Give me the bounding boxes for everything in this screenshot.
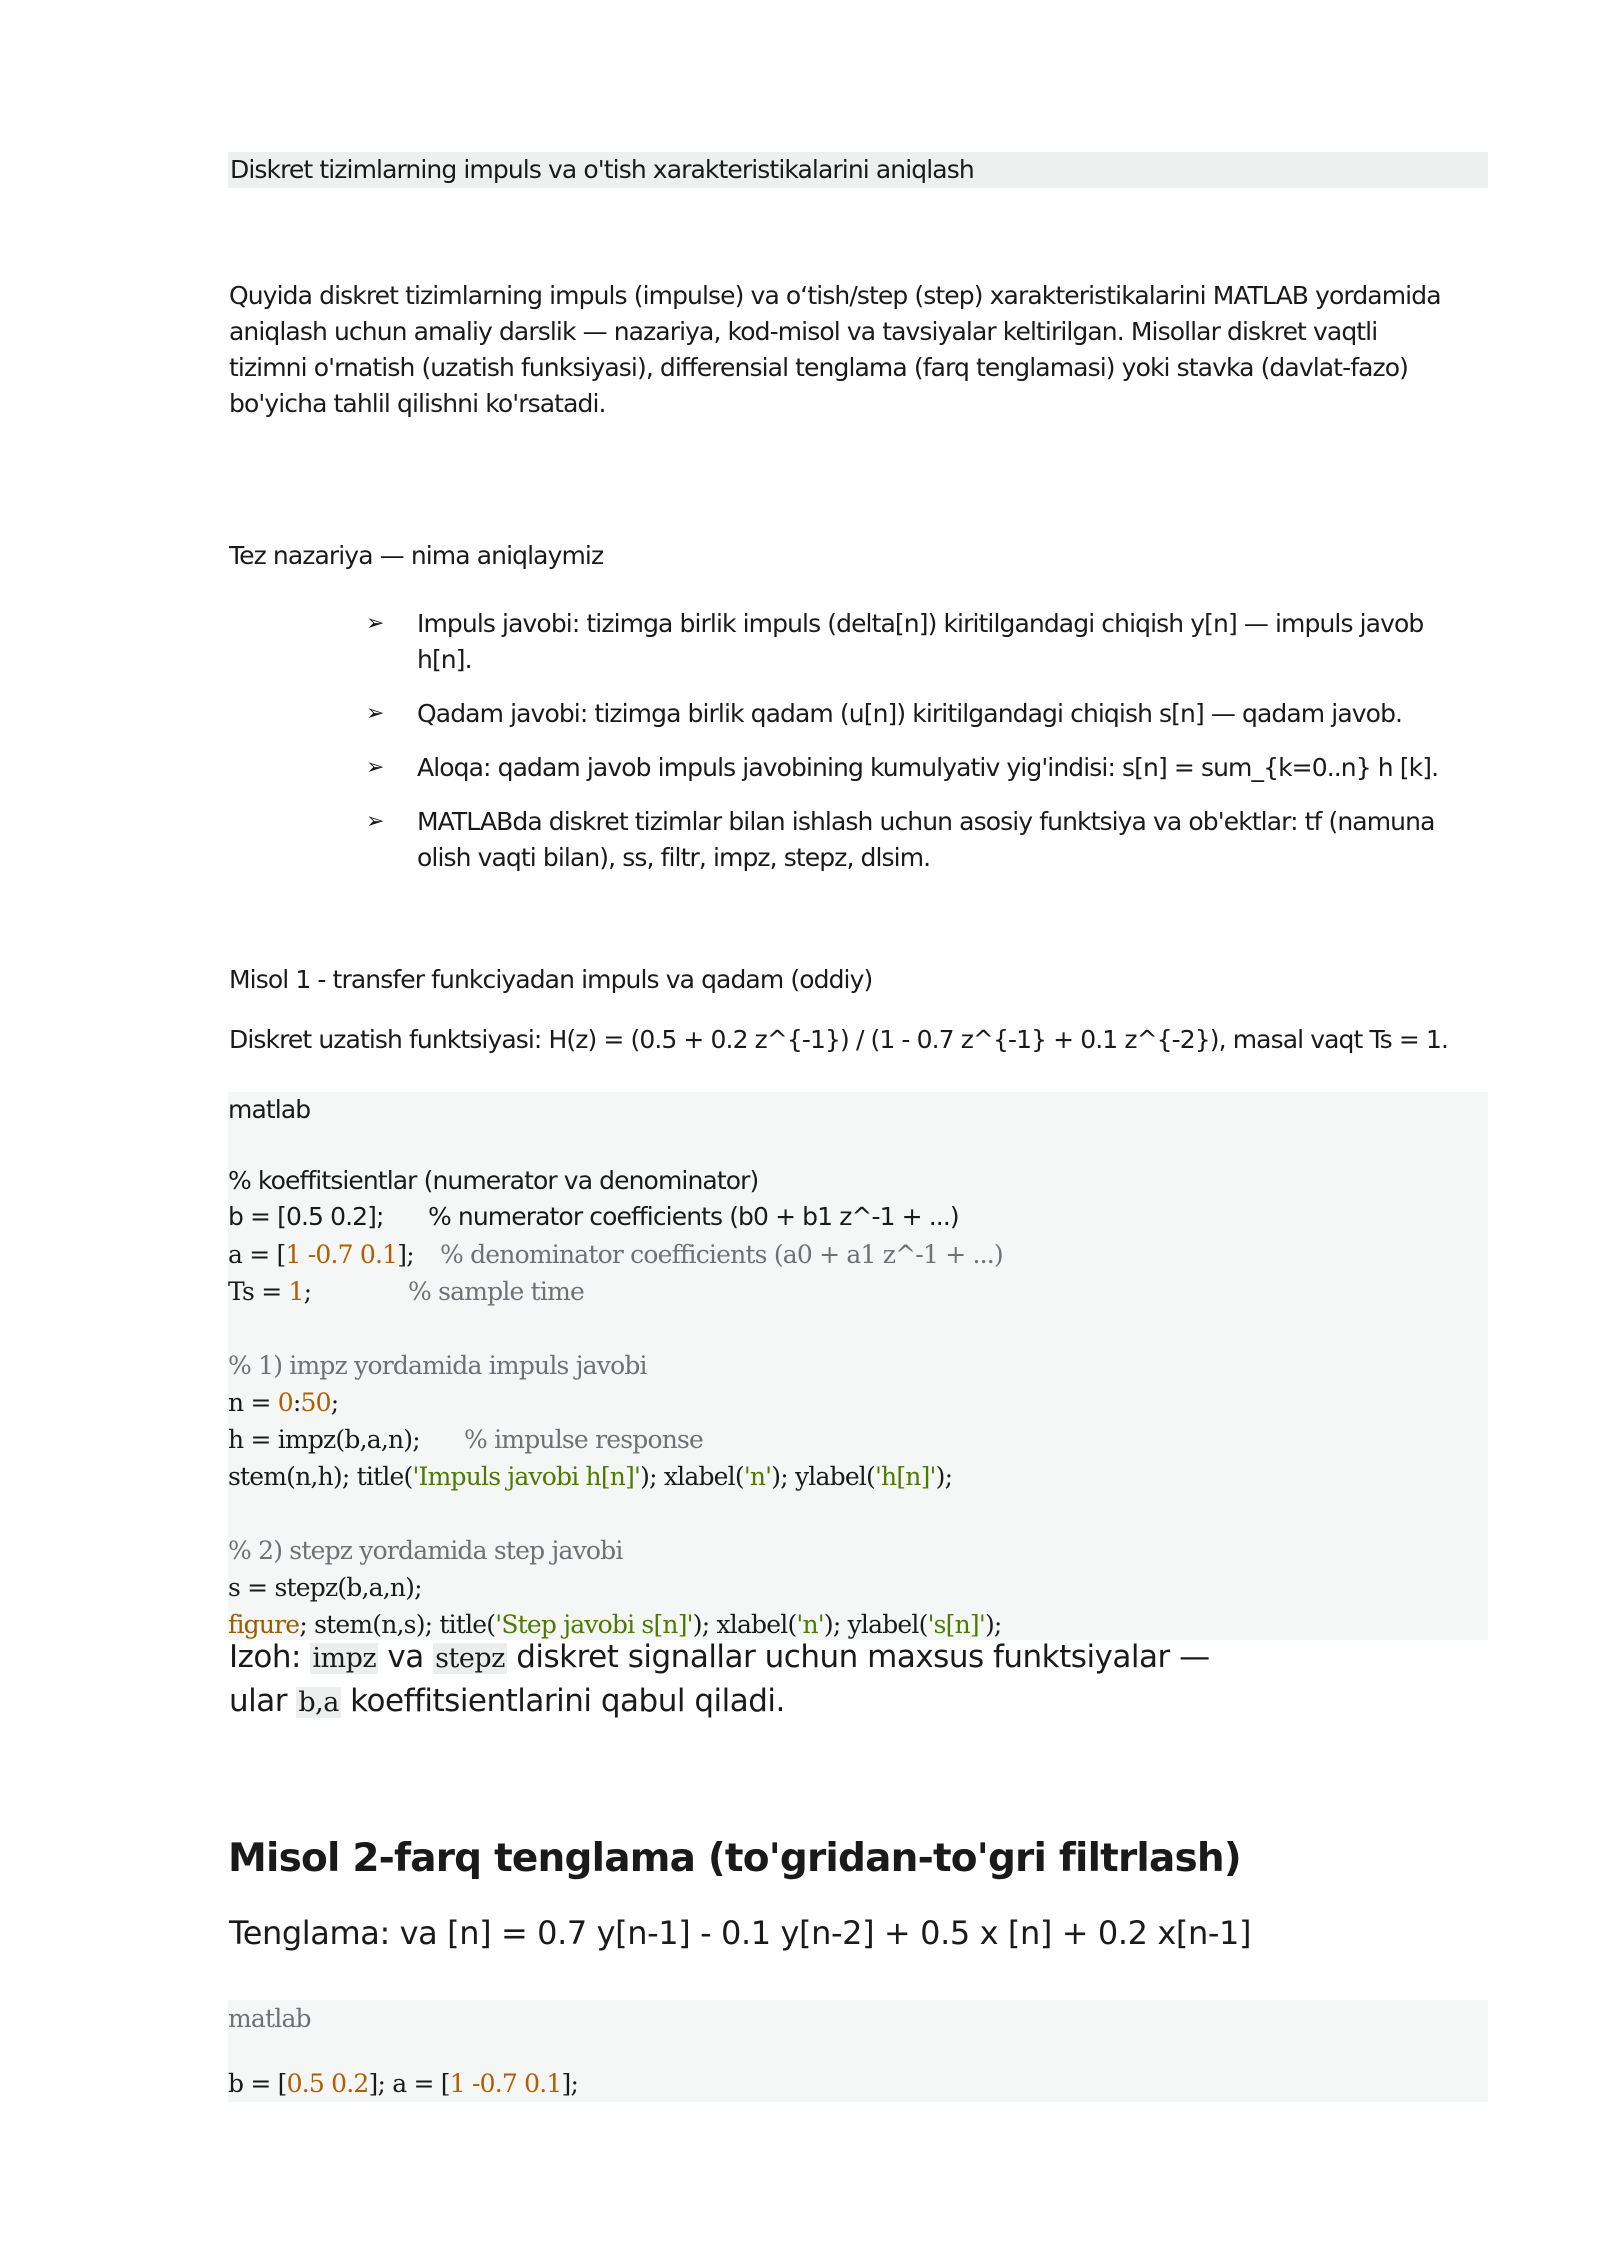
arrow-bullet-icon: ➢: [366, 809, 384, 834]
code-comment: % 1) impz yordamida impuls javobi: [228, 1351, 647, 1380]
arrow-bullet-icon: ➢: [366, 755, 384, 780]
misol2-equation: Tenglama: va [n] = 0.7 y[n-1] - 0.1 y[n-2] + 0.5 x [n] + 0.2 x[n-1]: [229, 1914, 1252, 1952]
code-comment: % sample time: [408, 1277, 585, 1306]
izoh-line: Izoh: impz va stepz diskret signallar uchun maxsus funktsiyalar —: [229, 1639, 1210, 1675]
code-line: b = [0.5 0.2];: [228, 1202, 384, 1231]
bullet-item: ➢ Impuls javobi: tizimga birlik impuls (delta[n]) kiritilgandagi chiqish y[n] — impuls javob h[n].: [228, 606, 1490, 678]
bullet-item: ➢ Aloqa: qadam javob impuls javobining kumulyativ yig'indisi: s[n] = sum_{k=0..n} h [k].: [228, 750, 1490, 786]
misol1-heading: Misol 1 - transfer funkciyadan impuls va qadam (oddiy): [229, 965, 873, 994]
code-comment: % impulse response: [464, 1425, 704, 1454]
izoh-note: [229, 1636, 1429, 1724]
intro-line: bo'yicha tahlil qilishni ko'rsatadi.: [229, 389, 606, 418]
misol1-description: Diskret uzatish funktsiyasi: H(z) = (0.5 + 0.2 z^{-1}) / (1 - 0.7 z^{-1} + 0.1 z^{-2}), masal vaqt Ts = 1.: [229, 1025, 1448, 1054]
theory-bullet-list: [228, 606, 1490, 894]
code-language-label: matlab: [228, 2004, 311, 2033]
code-line: b = [0.5 0.2]; a = [1 -0.7 0.1];: [228, 2069, 579, 2098]
intro-paragraph: [229, 278, 1489, 422]
code-block-misol2: [228, 2000, 1488, 2102]
izoh-line: ular b,a koeffitsientlarini qabul qiladi.: [229, 1683, 785, 1719]
code-block-misol1: [228, 1092, 1488, 1640]
bullet-item: ➢ MATLABda diskret tizimlar bilan ishlash uchun asosiy funktsiya va ob'ektlar: tf (namuna olish vaqti bilan), ss, filtr, impz, stepz, dlsim.: [228, 804, 1490, 876]
code-comment: % numerator coefficients (b0 + b1 z^-1 + ...): [428, 1202, 959, 1231]
theory-heading: Tez nazariya — nima aniqlaymiz: [229, 541, 604, 570]
arrow-bullet-icon: ➢: [366, 611, 384, 636]
code-language-label: matlab: [228, 1095, 311, 1124]
code-line: Ts = 1;: [228, 1277, 312, 1306]
code-line: figure; stem(n,s); title('Step javobi s[n]'); xlabel('n'); ylabel('s[n]');: [228, 1610, 1002, 1639]
code-line: h = impz(b,a,n);: [228, 1425, 420, 1454]
bullet-item: ➢ Qadam javobi: tizimga birlik qadam (u[n]) kiritilgandagi chiqish s[n] — qadam javob.: [228, 696, 1490, 732]
inline-code: b,a: [298, 1687, 339, 1718]
code-line: a = [1 -0.7 0.1];: [228, 1240, 414, 1269]
intro-line: aniqlash uchun amaliy darslik — nazariya, kod-misol va tavsiyalar keltirilgan. Misollar diskret vaqtli: [229, 317, 1378, 346]
document-title: Diskret tizimlarning impuls va o'tish xarakteristikalarini aniqlash: [228, 152, 1488, 188]
code-line: stem(n,h); title('Impuls javobi h[n]'); xlabel('n'); ylabel('h[n]');: [228, 1462, 953, 1491]
arrow-bullet-icon: ➢: [366, 701, 384, 726]
inline-code: impz: [312, 1643, 377, 1674]
code-comment: % denominator coefficients (a0 + a1 z^-1 + ...): [440, 1240, 1003, 1269]
code-line: s = stepz(b,a,n);: [228, 1573, 422, 1602]
code-comment: % 2) stepz yordamida step javobi: [228, 1536, 623, 1565]
intro-line: Quyida diskret tizimlarning impuls (impulse) va o‘tish/step (step) xarakteristikalarini MATLAB yordamida: [229, 281, 1441, 310]
intro-line: tizimni o'rnatish (uzatish funksiyasi), differensial tenglama (farq tenglamasi) yoki stavka (davlat-fazo): [229, 353, 1408, 382]
misol2-heading: Misol 2-farq tenglama (to'gridan-to'gri filtrlash): [228, 1836, 1241, 1881]
code-line: n = 0:50;: [228, 1388, 339, 1417]
inline-code: stepz: [435, 1643, 505, 1674]
code-line: % koeffitsientlar (numerator va denominator): [228, 1166, 759, 1195]
